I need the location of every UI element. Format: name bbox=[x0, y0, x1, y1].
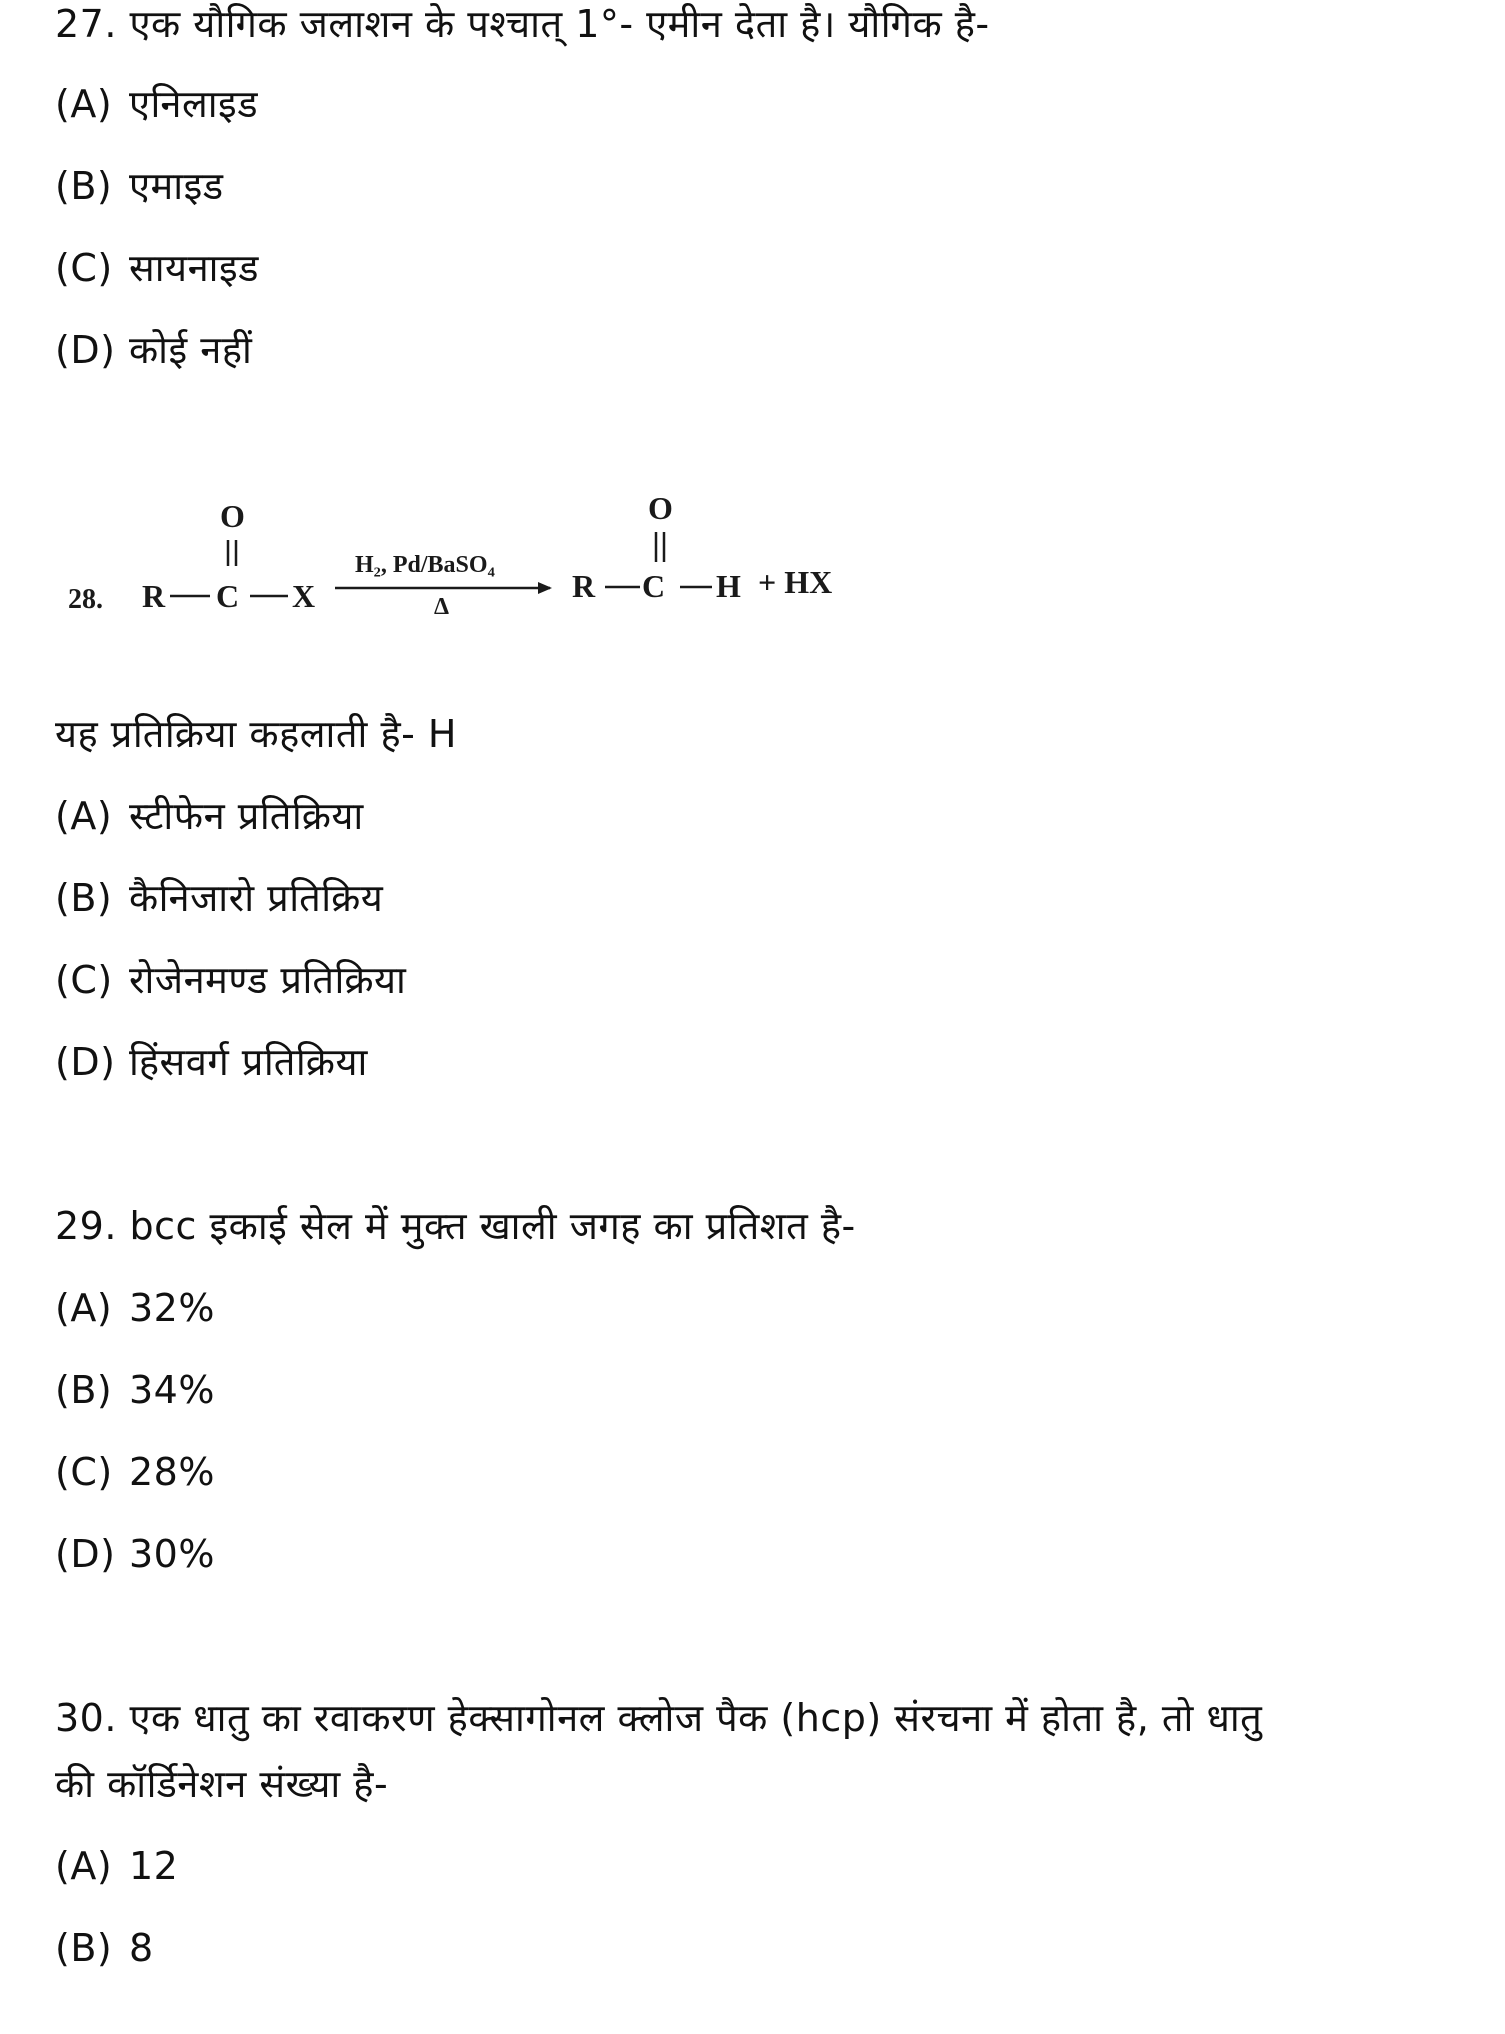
reagent-label: H₂, Pd/BaSO₄ bbox=[355, 552, 495, 578]
option-key: (D) bbox=[55, 328, 116, 372]
option-text: 32% bbox=[129, 1286, 215, 1330]
q29-option-d bbox=[55, 1530, 215, 1578]
q30-stem-line2: की कॉर्डिनेशन संख्या है- bbox=[55, 1762, 389, 1806]
q30-option-a bbox=[55, 1842, 178, 1890]
option-text: कैनिजारो प्रतिक्रिय bbox=[129, 876, 384, 920]
q29-option-a bbox=[55, 1284, 215, 1332]
option-key: (C) bbox=[55, 1450, 113, 1494]
q30-stem-line1: 30. एक धातु का रवाकरण हेक्सागोनल क्लोज पैक (hcp) संरचना में होता है, तो धातु bbox=[55, 1696, 1263, 1740]
reactant-c: C bbox=[216, 578, 240, 614]
q28-option-b bbox=[55, 874, 383, 922]
reactant-oxygen: O bbox=[220, 498, 245, 534]
product-oxygen: O bbox=[648, 490, 673, 526]
q29-stem: 29. bcc इकाई सेल में मुक्त खाली जगह का प्रतिशत है- bbox=[55, 1204, 856, 1248]
option-key: (C) bbox=[55, 958, 113, 1002]
option-key: (B) bbox=[55, 1926, 113, 1970]
product-c: C bbox=[642, 568, 666, 604]
option-text: 12 bbox=[129, 1844, 179, 1888]
option-text: सायनाइड bbox=[129, 246, 259, 290]
option-key: (D) bbox=[55, 1040, 116, 1084]
option-key: (B) bbox=[55, 876, 113, 920]
option-key: (B) bbox=[55, 1368, 113, 1412]
q28-number: 28. bbox=[68, 584, 103, 615]
byproduct: + HX bbox=[758, 564, 833, 600]
option-text: हिंसवर्ग प्रतिक्रिया bbox=[129, 1040, 368, 1084]
condition-label: Δ bbox=[434, 594, 450, 620]
option-key: (A) bbox=[55, 1844, 113, 1888]
option-text: एमाइड bbox=[129, 164, 224, 208]
product-h: H bbox=[716, 568, 741, 604]
q29-option-c bbox=[55, 1448, 215, 1496]
q28-option-d bbox=[55, 1038, 368, 1086]
option-text: 34% bbox=[129, 1368, 215, 1412]
option-key: (C) bbox=[55, 246, 113, 290]
option-key: (B) bbox=[55, 164, 113, 208]
option-key: (A) bbox=[55, 1286, 113, 1330]
reactant-r: R bbox=[142, 578, 166, 614]
option-text: स्टीफेन प्रतिक्रिया bbox=[129, 794, 364, 838]
option-key: (A) bbox=[55, 794, 113, 838]
q28-option-c bbox=[55, 956, 406, 1004]
product-r: R bbox=[572, 568, 596, 604]
option-key: (A) bbox=[55, 82, 113, 126]
option-text: कोई नहीं bbox=[129, 328, 253, 372]
option-text: रोजेनमण्ड प्रतिक्रिया bbox=[129, 958, 407, 1002]
q28-option-a bbox=[55, 792, 364, 840]
option-text: एनिलाइड bbox=[129, 82, 259, 126]
reactant-x: X bbox=[292, 578, 316, 614]
q29-option-b bbox=[55, 1366, 215, 1414]
option-text: 28% bbox=[129, 1450, 215, 1494]
q30-option-b bbox=[55, 1924, 154, 1972]
option-text: 8 bbox=[129, 1926, 154, 1970]
option-text: 30% bbox=[129, 1532, 215, 1576]
option-key: (D) bbox=[55, 1532, 116, 1576]
q28-stem: यह प्रतिक्रिया कहलाती है- H bbox=[55, 712, 458, 756]
q27-stem: 27. एक यौगिक जलाशन के पश्चात् 1°- एमीन देता है। यौगिक है- bbox=[55, 2, 990, 46]
